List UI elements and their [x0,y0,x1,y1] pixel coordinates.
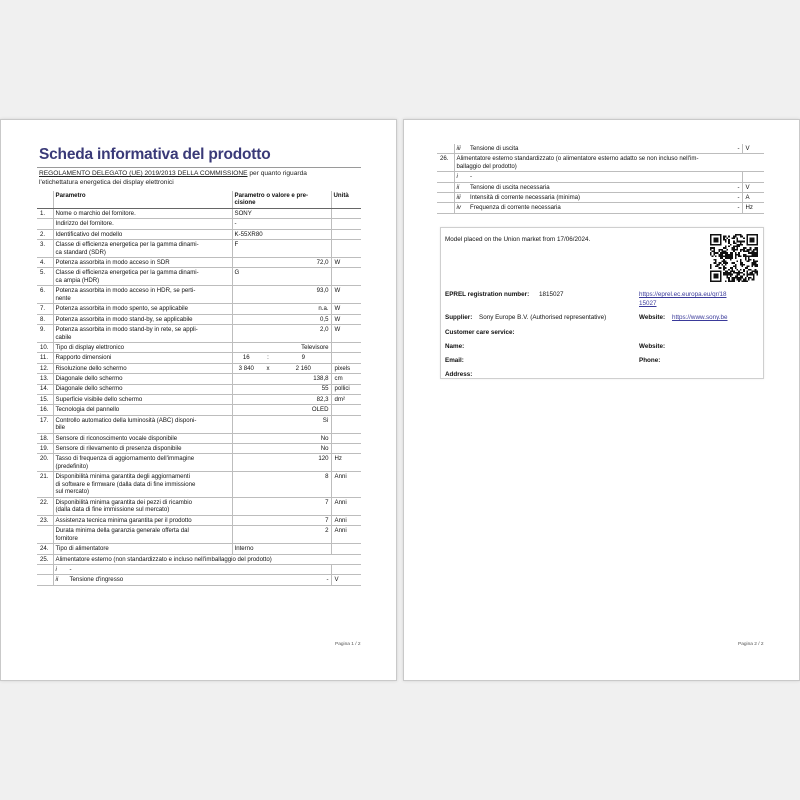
table-row [37,394,361,404]
row-unit [331,415,361,433]
table-row [37,526,361,544]
table-row [37,325,361,343]
row-label: Durata minima della garanzia generale offerta dal fornitore [53,526,232,544]
table-row [37,229,361,239]
website2-label: Website: [639,343,666,350]
eprel-value: 1815027 [539,291,564,298]
table-row [37,219,361,229]
row-value: 93,0 [232,286,331,304]
row-value: 7 [232,497,331,515]
row-number: 7. [37,304,53,314]
row-number: 14. [37,384,53,394]
table-row [37,208,361,218]
row-unit: W [331,314,361,324]
subrow-value [276,565,331,575]
row-label: Sensore di rilevamento di presenza disponibile [53,444,232,454]
row-value: K-55XR80 [232,229,331,239]
subrow-label: - [468,172,730,182]
row-value-sep: : [260,353,276,363]
row-value: Interno [232,544,331,554]
table-subrow [37,575,361,585]
row-value: 2,0 [232,325,331,343]
table-row [37,405,361,415]
page-number: Pagina 2 / 2 [738,642,764,647]
power-supply-table [437,144,764,214]
table-subrow [437,172,764,182]
row-unit [331,343,361,353]
row-value: n.a. [232,304,331,314]
row-number: 25. [37,554,53,564]
subrow-label: i - [53,565,276,575]
row-label: Controllo automatico della luminosità (ABC) disponi- bile [53,415,232,433]
email-label: Email: [445,357,464,364]
table-row [37,472,361,498]
table-row [37,384,361,394]
row-label: Sensore di riconoscimento vocale disponibile [53,433,232,443]
page-title: Scheda informativa del prodotto [39,146,271,163]
row-value-a: 16 [232,353,260,363]
row-label: Potenza assorbita in modo acceso in HDR, se perti- nente [53,286,232,304]
document-page-1 [0,119,397,681]
document-page-2 [403,119,800,681]
table-subrow [437,144,764,154]
subrow-label: Tensione di uscita necessaria [468,182,730,192]
row-value: 55 [232,384,331,394]
eprel-info-box [440,227,764,379]
table-row [37,554,361,564]
header-unit: Unità [331,191,361,208]
subrow-unit: V [742,182,764,192]
row-unit: W [331,258,361,268]
row-number: 15. [37,394,53,404]
table-row [37,363,361,373]
subrow-unit: V [331,575,361,585]
row-number: 2. [37,229,53,239]
table-row [37,544,361,554]
row-number: 3. [37,240,53,258]
row-number: 18. [37,433,53,443]
row-label: Classe di efficienza energetica per la gamma dinami- ca ampia (HDR) [53,268,232,286]
subrow-label: Frequenza di corrente necessaria [468,203,730,213]
row-value: F [232,240,331,258]
row-unit: Anni [331,497,361,515]
row-label: Potenza assorbita in modo acceso in SDR [53,258,232,268]
table-subrow [437,193,764,203]
row-number: 12. [37,363,53,373]
table-subrow [437,203,764,213]
subrow-roman: i [454,172,468,182]
row-label: Superficie visibile dello schermo [53,394,232,404]
row-number: 13. [37,374,53,384]
table-row [37,454,361,472]
subrow-value: - [276,575,331,585]
subrow-label: Intensità di corrente necessaria (minima) [468,193,730,203]
row-label: Disponibilità minima garantita dei pezzi di ricambio (dalla data di fine immissione sul mercato) [53,497,232,515]
row-unit: cm [331,374,361,384]
table-row [37,497,361,515]
row-number [37,219,53,229]
row-value: SONY [232,208,331,218]
subrow-value: - [730,144,742,154]
qr-code-icon[interactable] [710,234,758,282]
row-label: Alimentatore esterno (non standardizzato e incluso nell'imballaggio del prodotto) [53,554,361,564]
row-unit: Anni [331,472,361,498]
table-row [37,304,361,314]
supplier-value: Sony Europe B.V. (Authorised representative) [479,314,607,321]
regulation-reference [39,170,369,187]
row-unit: pixels [331,363,361,373]
product-info-table [37,191,361,586]
row-unit [331,353,361,363]
customer-care-label: Customer care service: [445,329,515,336]
row-number: 9. [37,325,53,343]
subrow-value [730,172,742,182]
row-unit: Anni [331,515,361,525]
row-value: 7 [232,515,331,525]
row-value: No [232,444,331,454]
row-label: Potenza assorbita in modo stand-by, se applicabile [53,314,232,324]
row-number: 5. [37,268,53,286]
row-label: Risoluzione dello schermo [53,363,232,373]
row-value: G [232,268,331,286]
subrow-value: - [730,193,742,203]
row-number: 1. [37,208,53,218]
table-row [37,268,361,286]
subrow-unit [331,565,361,575]
subrow-value: - [730,182,742,192]
table-row [37,444,361,454]
address-label: Address: [445,371,473,378]
regulation-text-1: per quanto riguarda [247,170,307,177]
table-subrow [437,182,764,192]
table-row [437,154,764,172]
subrow-value: - [730,203,742,213]
row-unit: W [331,286,361,304]
row-label: Tipo di alimentatore [53,544,232,554]
row-value: 138,8 [232,374,331,384]
row-value: - [232,219,331,229]
row-value: Televisore [232,343,331,353]
row-number: 17. [37,415,53,433]
row-label: Potenza assorbita in modo spento, se applicabile [53,304,232,314]
row-unit: Hz [331,454,361,472]
row-value: 8 [232,472,331,498]
row-unit [331,444,361,454]
row-number: 24. [37,544,53,554]
subrow-unit [742,172,764,182]
row-unit [331,268,361,286]
table-row [37,314,361,324]
subrow-roman: iii [454,193,468,203]
row-label: Disponibilità minima garantita degli aggiornamenti di software e firmware (dalla data di fine immissione sul mercato) [53,472,232,498]
table-row [37,515,361,525]
subrow-label: Tensione di uscita [468,144,730,154]
eprel-label: EPREL registration number: [445,291,530,298]
row-number: 8. [37,314,53,324]
supplier-label: Supplier: [445,314,473,321]
regulation-text-2: l'etichettatura energetica dei display elettronici [39,178,174,186]
eprel-link[interactable]: https://eprel.ec.europa.eu/qr/18 15027 [639,291,727,307]
name-label: Name: [445,343,465,350]
subrow-label: ii Tensione d'ingresso [53,575,276,585]
row-label: Assistenza tecnica minima garantita per il prodotto [53,515,232,525]
row-value: 0,5 [232,314,331,324]
row-number: 10. [37,343,53,353]
table-subrow [37,565,361,575]
row-value: No [232,433,331,443]
table-row [37,353,361,363]
row-value-sep: x [260,363,276,373]
row-label: Rapporto dimensioni [53,353,232,363]
row-label: Classe di efficienza energetica per la gamma dinami- ca standard (SDR) [53,240,232,258]
row-number: 23. [37,515,53,525]
row-value: 120 [232,454,331,472]
row-value: OLED [232,405,331,415]
subrow-unit: Hz [742,203,764,213]
row-unit: pollici [331,384,361,394]
row-number: 16. [37,405,53,415]
row-number: 6. [37,286,53,304]
table-row [37,240,361,258]
table-row [37,286,361,304]
website-link[interactable]: https://www.sony.be [672,314,728,321]
header-param: Parametro [53,191,232,208]
row-unit: Anni [331,526,361,544]
phone-label: Phone: [639,357,661,364]
row-label: Diagonale dello schermo [53,384,232,394]
subrow-roman: iv [454,203,468,213]
row-value: 82,3 [232,394,331,404]
row-unit [331,229,361,239]
subrow-unit: A [742,193,764,203]
row-label: Indirizzo del fornitore. [53,219,232,229]
row-label: Nome o marchio del fornitore. [53,208,232,218]
row-unit: W [331,325,361,343]
row-label: Potenza assorbita in modo stand-by in rete, se appli- cabile [53,325,232,343]
website-label: Website: [639,314,666,321]
row-unit [331,219,361,229]
row-number: 21. [37,472,53,498]
row-value-b: 9 [276,353,331,363]
row-number: 4. [37,258,53,268]
subrow-roman: ii [454,182,468,192]
table-header-row [37,191,361,208]
row-unit [331,544,361,554]
row-number: 11. [37,353,53,363]
row-value: 72,0 [232,258,331,268]
regulation-link[interactable]: REGOLAMENTO DELEGATO (UE) 2019/2013 DELLA COMMISSIONE [39,170,248,177]
row-label: Tipo di display elettronico [53,343,232,353]
row-number: 22. [37,497,53,515]
row-label: Tecnologia del pannello [53,405,232,415]
row-label: Tasso di frequenza di aggiornamento dell'immagine (predefinito) [53,454,232,472]
page-number: Pagina 1 / 2 [335,642,361,647]
row-number: 20. [37,454,53,472]
row-value-a: 3 840 [232,363,260,373]
row-unit: dm² [331,394,361,404]
row-unit [331,240,361,258]
row-unit: W [331,304,361,314]
row-value: Sì [232,415,331,433]
row-value: 2 [232,526,331,544]
row-label: Diagonale dello schermo [53,374,232,384]
table-row [37,343,361,353]
row-number [37,526,53,544]
table-row [37,415,361,433]
header-value: Parametro o valore e pre- cisione [232,191,331,208]
table-row [37,433,361,443]
table-row [37,258,361,268]
table-row [37,374,361,384]
row-number: 19. [37,444,53,454]
subrow-roman: iii [454,144,468,154]
row-value-b: 2 160 [276,363,331,373]
row-label: Alimentatore esterno standardizzato (o alimentatore esterno adatto se non incluso nell'im- ballaggio del prodotto) [454,154,764,172]
subrow-unit: V [742,144,764,154]
market-placement-text: Model placed on the Union market from 17/06/2024. [445,236,591,243]
row-number: 26. [437,154,454,172]
title-divider [37,167,361,168]
row-label: Identificativo del modello [53,229,232,239]
row-unit [331,208,361,218]
row-unit [331,405,361,415]
row-unit [331,433,361,443]
